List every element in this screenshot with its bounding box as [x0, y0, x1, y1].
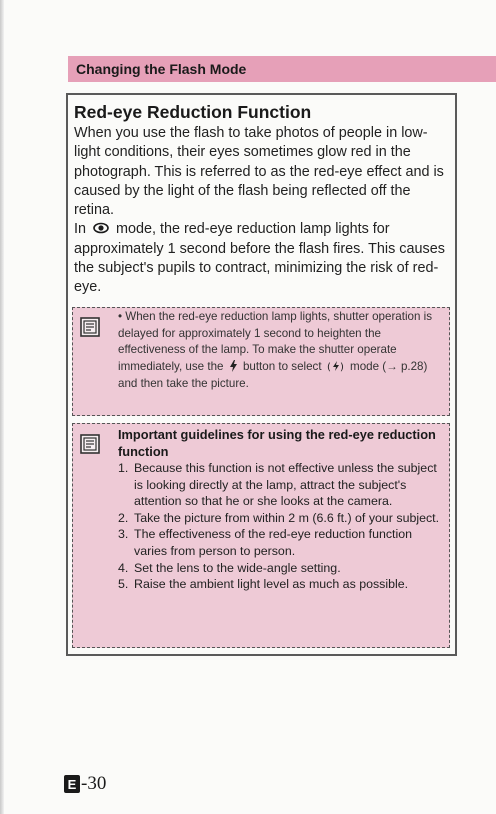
svg-text:(: (	[326, 362, 331, 373]
note-text-part2: button to select	[242, 360, 322, 374]
page-number-text: -30	[81, 773, 107, 794]
list-item	[118, 526, 443, 559]
section-header-text: Changing the Flash Mode	[76, 61, 247, 77]
list-item-text: Because this function is not effective unless the subject is looking directly at the lamp, attract the subject's attention so that he or she looks at the camera.	[134, 461, 437, 509]
paragraph-2-rest: mode, the red-eye reduction lamp lights for approximately 1 second before the flash fires. This causes the subject's pupils to contract, minimizing the risk of red-eye.	[74, 221, 445, 296]
page-title: Red-eye Reduction Function	[74, 102, 312, 122]
section-header-bar	[68, 56, 496, 82]
list-item-text: Take the picture from within 2 m (6.6 ft.) of your subject.	[134, 510, 440, 525]
list-item-text: Set the lens to the wide-angle setting.	[134, 560, 341, 575]
list-item-number: 1.	[118, 461, 129, 475]
paragraph-1: When you use the flash to take photos of people in low-light conditions, their eyes sometimes glow red in the photograph. This is referred to as the red-eye effect and is caused by the light of the flash being reflected off the retina.	[74, 125, 444, 219]
memo-icon	[80, 434, 100, 454]
important-list	[118, 460, 443, 593]
paragraph-2	[74, 220, 449, 297]
list-item	[118, 560, 443, 577]
note-text-part1: • When the red-eye reduction lamp lights, shutter operation is delayed for approximately 1 second to heighten the effectiveness of the lamp. To make the shutter operate immediately, use the	[118, 310, 433, 374]
list-item-text: Raise the ambient light level as much as possible.	[134, 577, 409, 592]
list-item	[118, 510, 443, 527]
list-item-number: 4.	[118, 560, 129, 575]
list-item	[118, 460, 443, 510]
list-item-number: 5.	[118, 577, 129, 592]
paragraph-2-prefix: In	[74, 221, 87, 238]
note-text-part3: mode (→ p.28) and then take the picture.	[118, 360, 428, 390]
memo-icon	[80, 317, 100, 337]
page-number	[64, 773, 106, 795]
important-title: Important guidelines for using the red-eye reduction function	[118, 427, 436, 459]
flash-button-icon	[229, 360, 238, 372]
list-item-number: 3.	[118, 527, 129, 542]
list-item	[118, 576, 443, 593]
flash-on-mode-icon	[327, 360, 345, 372]
note-text	[118, 309, 448, 393]
svg-text:): )	[339, 362, 344, 373]
list-item-text: The effectiveness of the red-eye reduction function varies from person to person.	[134, 527, 413, 558]
language-badge: E	[64, 775, 80, 793]
page-edge	[0, 0, 4, 814]
list-item-number: 2.	[118, 510, 129, 525]
body-text	[74, 124, 449, 298]
red-eye-mode-icon	[93, 222, 109, 234]
